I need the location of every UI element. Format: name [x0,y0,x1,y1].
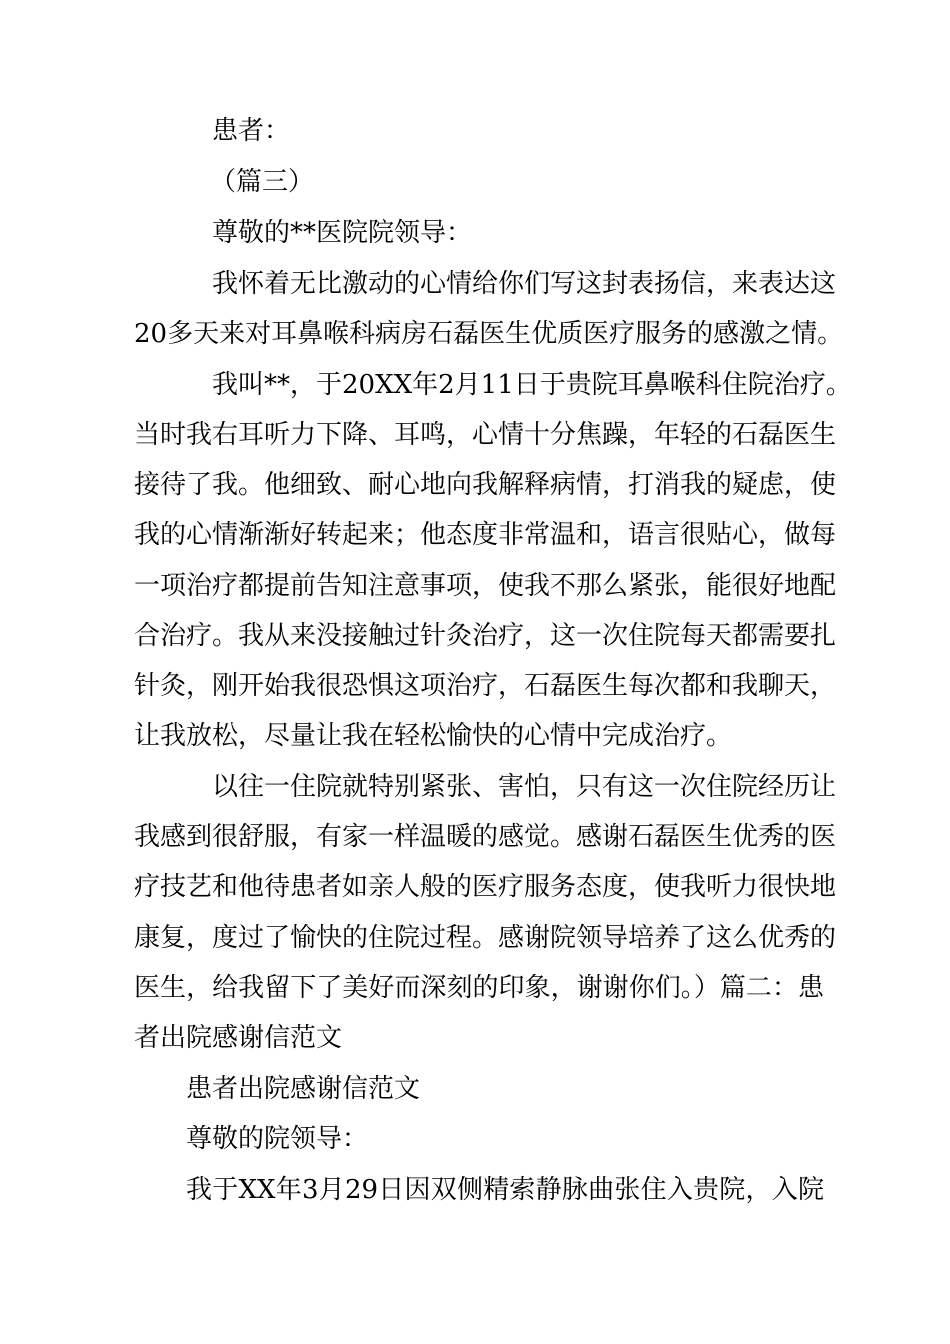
paragraph-line: 我的心情渐渐好转起来；他态度非常温和，语言很贴心，做每 [134,520,837,550]
paragraph-line: 我于XX年3月29日因双侧精索静脉曲张住入贵院，入院 [186,1175,824,1205]
paragraph-line: 我叫**，于20XX年2月11日于贵院耳鼻喉科住院治疗。 [212,370,852,400]
paragraph-line: 医生，给我留下了美好而深刻的印象，谢谢你们。）篇二：患 [134,973,824,1003]
section-heading: 患者出院感谢信范文 [186,1074,421,1104]
paragraph-line: 当时我右耳听力下降、耳鸣，心情十分焦躁，年轻的石磊医生 [134,420,837,450]
paragraph-line: 疗技艺和他待患者如亲人般的医疗服务态度，使我听力很快地 [134,872,837,902]
paragraph-line: 康复，度过了愉快的住院过程。感谢院领导培养了这么优秀的 [134,923,837,953]
paragraph-line: 合治疗。我从来没接触过针灸治疗，这一次住院每天都需要扎 [134,621,837,651]
paragraph-line: 者出院感谢信范文 [134,1023,343,1053]
paragraph-line: 接待了我。他细致、耐心地向我解释病情，打消我的疑虑，使 [134,470,837,500]
paragraph-line: 20多天来对耳鼻喉科病房石磊医生优质医疗服务的感激之情。 [134,319,844,349]
paragraph-line: 我怀着无比激动的心情给你们写这封表扬信，来表达这 [212,269,837,299]
paragraph-line: 我感到很舒服，有家一样温暖的感觉。感谢石磊医生优秀的医 [134,822,837,852]
paragraph-line: 针灸，刚开始我很恐惧这项治疗，石磊医生每次都和我聊天， [134,671,837,701]
letter-salutation: 尊敬的**医院院领导： [212,218,473,248]
paragraph-line: 以往一住院就特别紧张、害怕，只有这一次住院经历让 [212,772,837,802]
paragraph-line: 让我放松，尽量让我在轻松愉快的心情中完成治疗。 [134,721,733,751]
salutation-patient: 患者： [212,116,291,146]
section-label-part-three: （篇三） [210,167,315,197]
letter-salutation-2: 尊敬的院领导： [186,1124,369,1154]
paragraph-line: 一项治疗都提前告知注意事项，使我不那么紧张，能很好地配 [134,571,837,601]
